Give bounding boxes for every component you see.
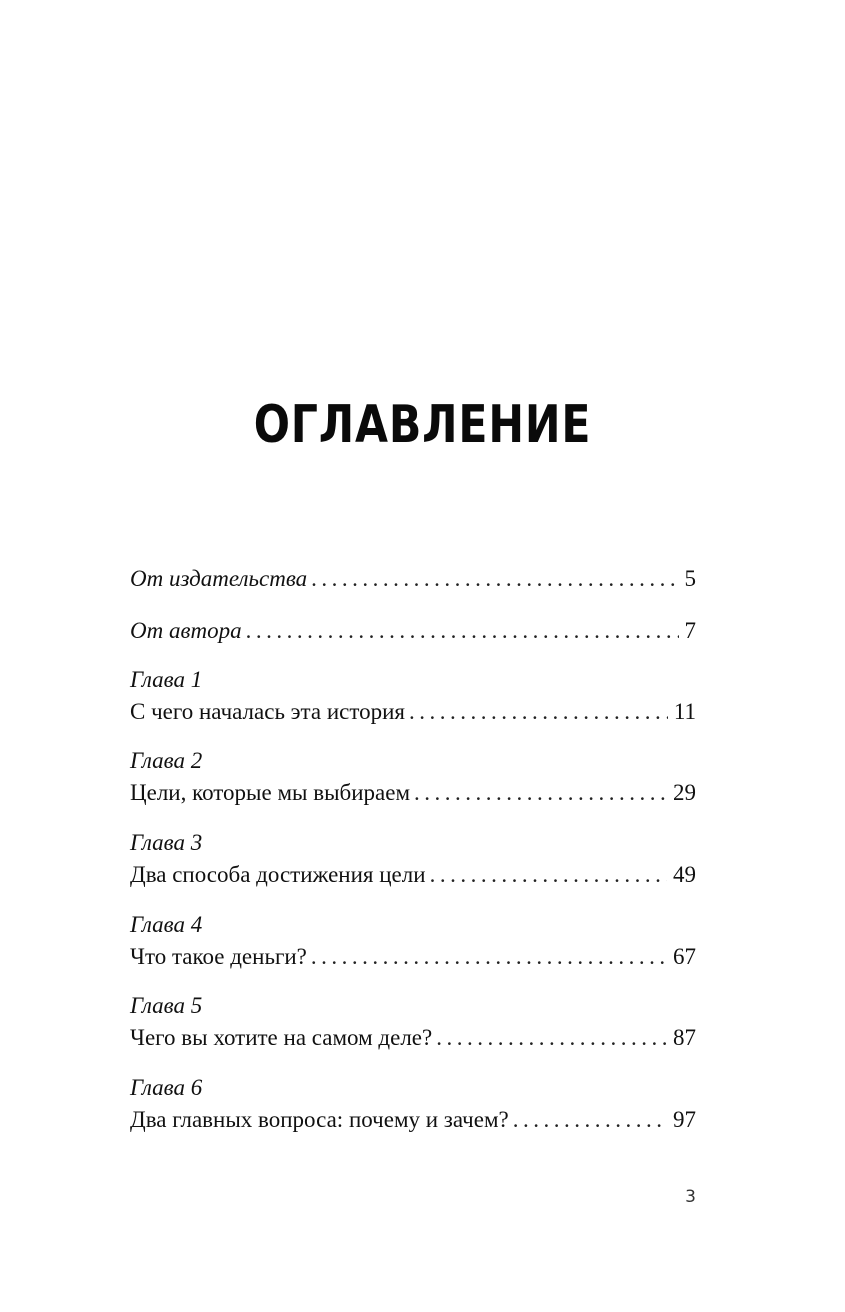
chapter-title: С чего началась эта история bbox=[130, 699, 406, 724]
toc-entry-author bbox=[130, 616, 696, 646]
chapter-label: Глава 4 bbox=[130, 912, 203, 937]
dot-leader bbox=[311, 942, 667, 972]
page-title: ОГЛАВЛЕНИЕ bbox=[253, 395, 592, 455]
toc-page-number: 87 bbox=[673, 1025, 696, 1050]
page-number: 3 bbox=[685, 1187, 696, 1207]
dot-leader bbox=[311, 564, 678, 594]
chapter-title: Что такое деньги? bbox=[130, 944, 307, 969]
toc-entry-chapter-5 bbox=[130, 1023, 696, 1053]
toc-entry-chapter-3 bbox=[130, 860, 696, 890]
chapter-label: Глава 2 bbox=[130, 748, 203, 773]
toc-page-number: 49 bbox=[673, 862, 696, 887]
toc-entry-label: От издательства bbox=[130, 566, 308, 591]
toc-page-number: 7 bbox=[684, 618, 696, 643]
toc-entry-label: От автора bbox=[130, 618, 242, 643]
dot-leader bbox=[513, 1105, 667, 1135]
chapter-label: Глава 3 bbox=[130, 830, 203, 855]
dot-leader bbox=[436, 1023, 667, 1053]
dot-leader bbox=[414, 778, 667, 808]
toc-page-number: 67 bbox=[673, 944, 696, 969]
chapter-title: Два главных вопроса: почему и зачем? bbox=[130, 1107, 509, 1132]
toc-page-number: 29 bbox=[673, 780, 696, 805]
toc-page-number: 97 bbox=[673, 1107, 696, 1132]
chapter-label: Глава 6 bbox=[130, 1075, 203, 1100]
chapter-title: Два способа достижения цели bbox=[130, 862, 426, 887]
dot-leader bbox=[409, 697, 668, 727]
dot-leader bbox=[246, 616, 679, 646]
toc-page-number: 11 bbox=[673, 699, 696, 724]
chapter-title: Чего вы хотите на самом деле? bbox=[130, 1025, 433, 1050]
toc-entry-chapter-2 bbox=[130, 778, 696, 808]
chapter-title: Цели, которые мы выбираем bbox=[130, 780, 411, 805]
toc-entry-chapter-6 bbox=[130, 1105, 696, 1135]
toc-entry-chapter-4 bbox=[130, 942, 696, 972]
toc-entry-publisher bbox=[130, 564, 696, 594]
toc-page-number: 5 bbox=[684, 566, 696, 591]
dot-leader bbox=[430, 860, 667, 890]
toc-entry-chapter-1 bbox=[130, 697, 696, 727]
chapter-label: Глава 5 bbox=[130, 993, 203, 1018]
chapter-label: Глава 1 bbox=[130, 667, 203, 692]
